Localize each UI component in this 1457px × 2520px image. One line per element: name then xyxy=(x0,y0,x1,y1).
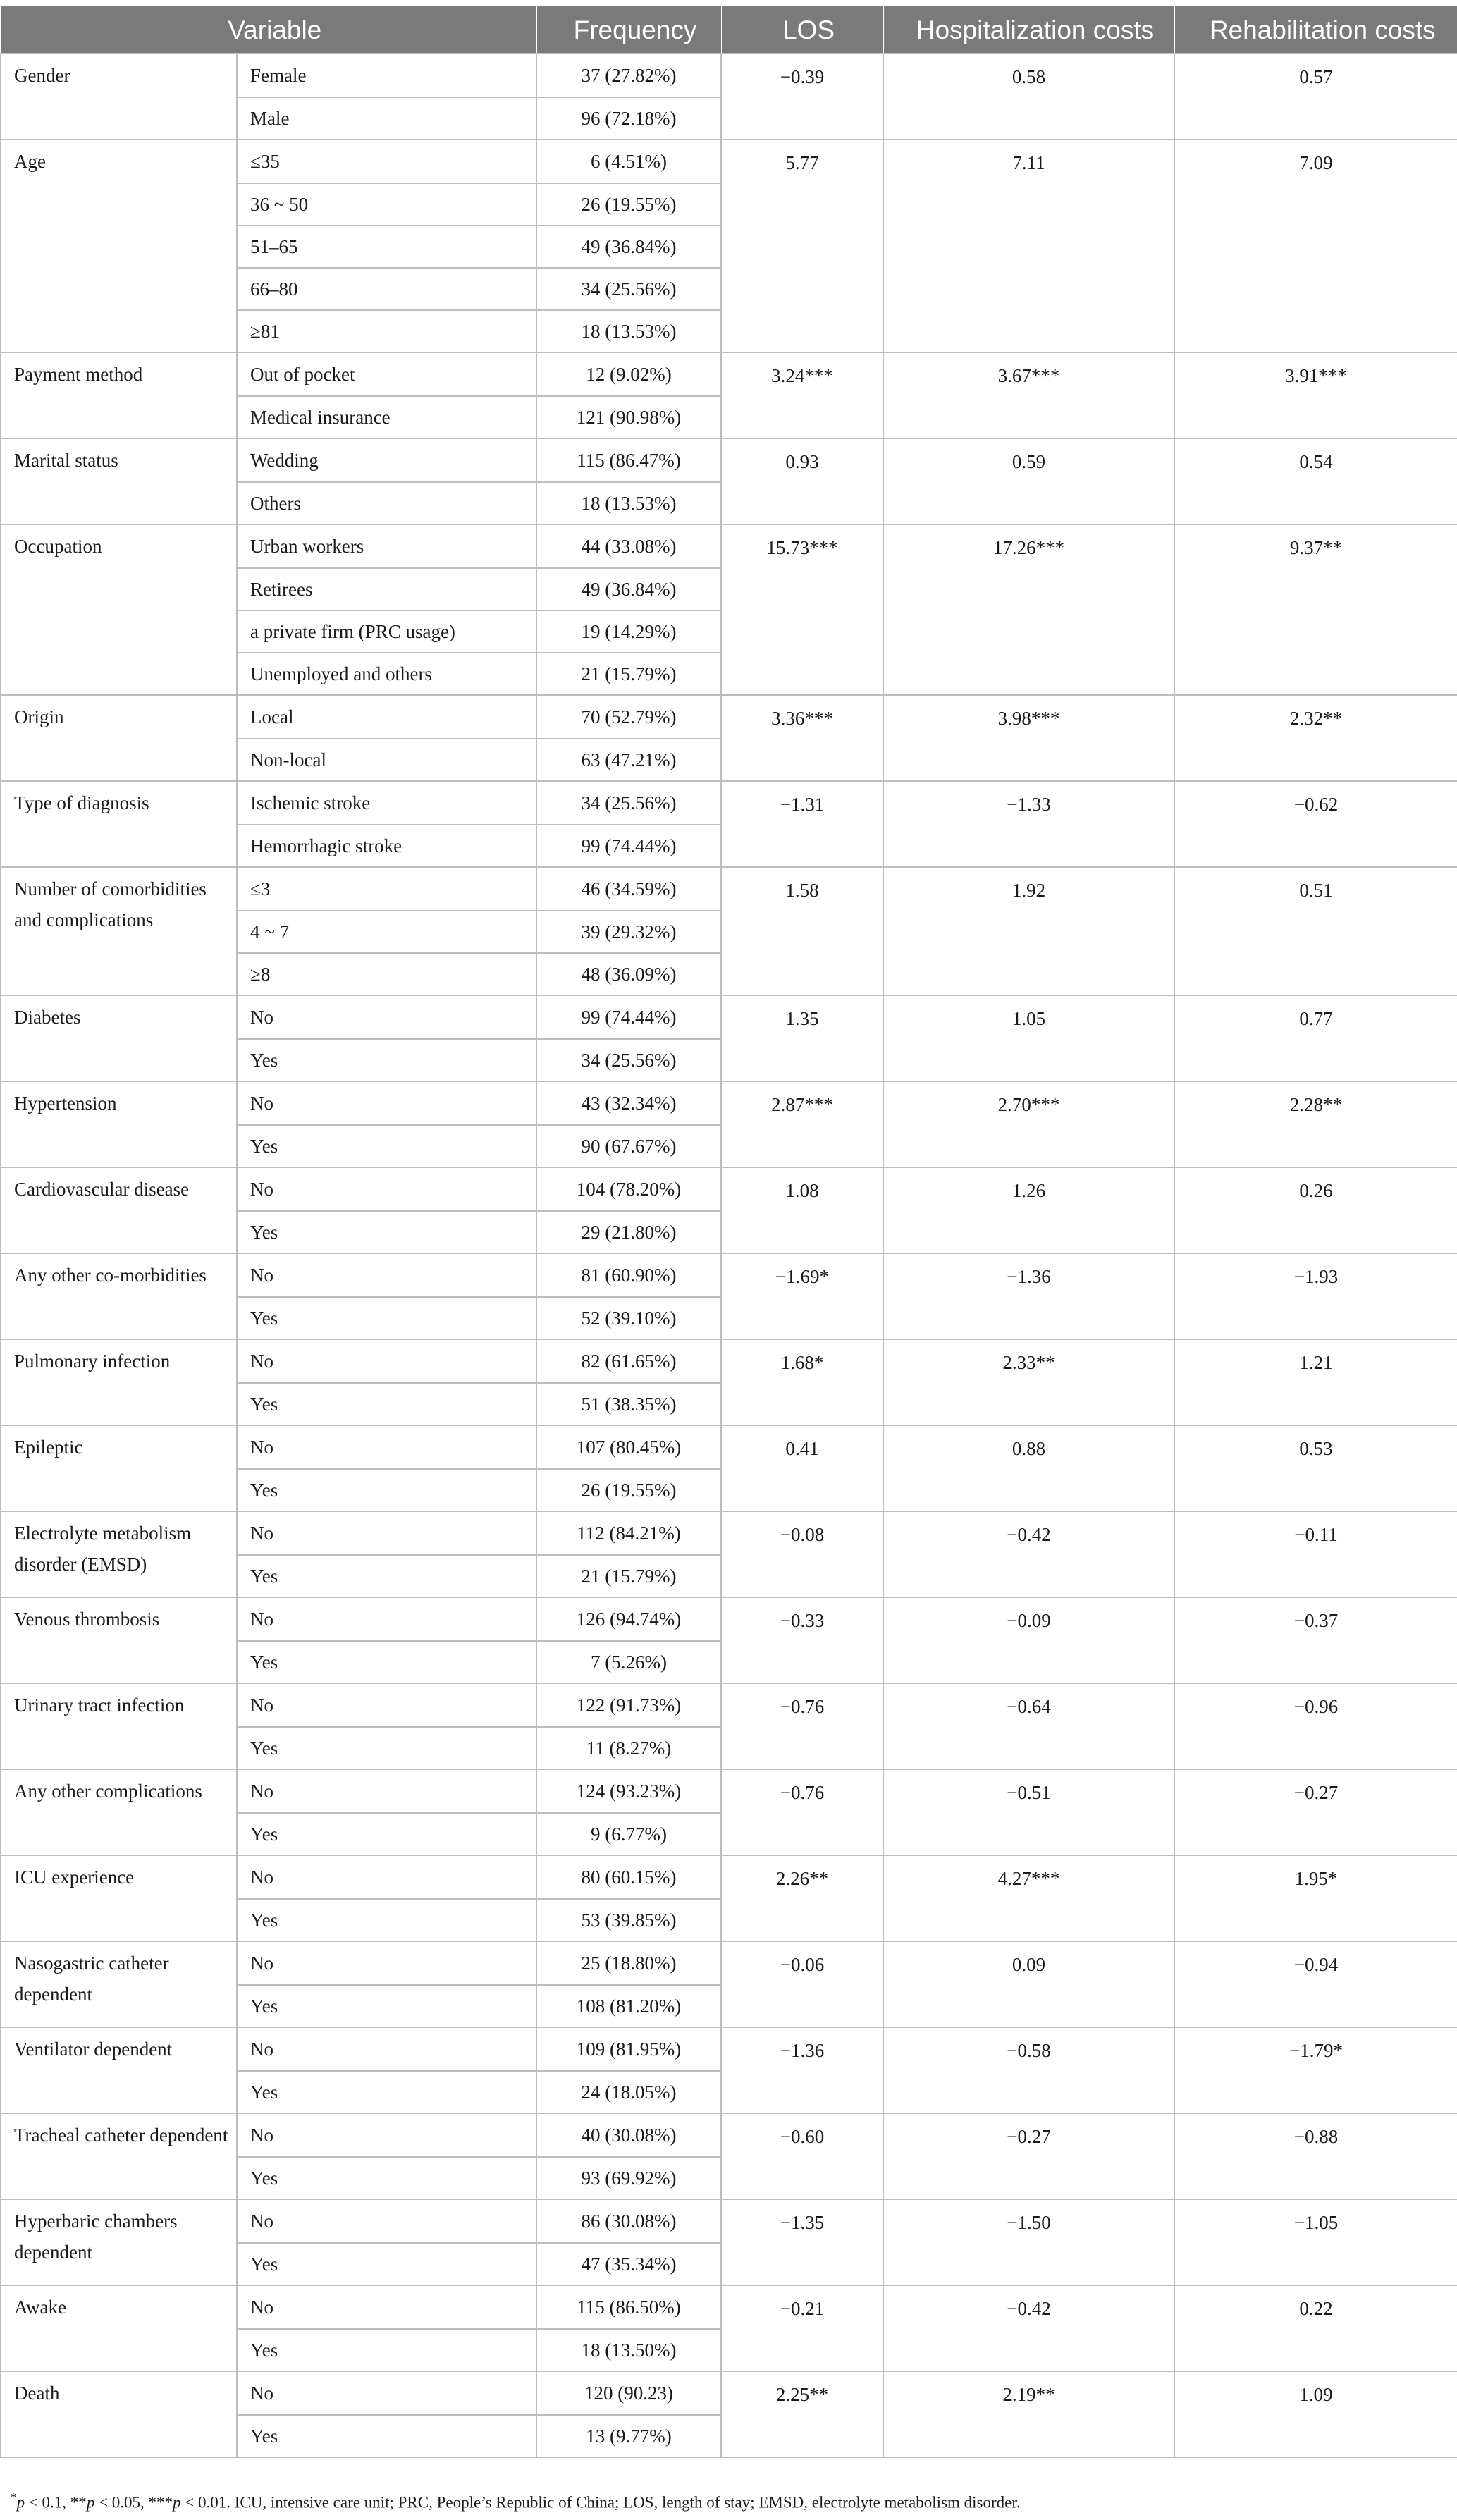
rehabilitation-costs-value: 0.51 xyxy=(1174,867,1457,995)
rehabilitation-costs-value: 2.28** xyxy=(1174,1081,1457,1167)
los-value: −1.31 xyxy=(721,781,883,867)
los-value: −0.06 xyxy=(721,1941,883,2027)
variable-level: Male xyxy=(237,97,536,140)
rehabilitation-costs-value: 2.32** xyxy=(1174,695,1457,781)
variable-level: Yes xyxy=(237,1383,536,1425)
los-value: 1.68* xyxy=(721,1339,883,1425)
variable-level: Yes xyxy=(237,1641,536,1683)
variable-level: Yes xyxy=(237,1727,536,1769)
rehabilitation-costs-value: 7.09 xyxy=(1174,140,1457,352)
frequency-value: 48 (36.09%) xyxy=(536,953,721,995)
table-body xyxy=(1,54,1457,2457)
los-value: 0.93 xyxy=(721,438,883,524)
variable-name: ICU experience xyxy=(1,1855,237,1941)
variable-level: ≤3 xyxy=(237,867,536,911)
los-value: −0.21 xyxy=(721,2285,883,2371)
hospitalization-costs-value: 3.67*** xyxy=(883,352,1174,438)
header-frequency: Frequency xyxy=(536,7,721,54)
frequency-value: 52 (39.10%) xyxy=(536,1297,721,1339)
table-row xyxy=(1,1425,1457,1469)
frequency-value: 49 (36.84%) xyxy=(536,226,721,268)
rehabilitation-costs-value: 0.26 xyxy=(1174,1167,1457,1253)
variable-level: No xyxy=(237,1597,536,1641)
hospitalization-costs-value: 1.05 xyxy=(883,995,1174,1081)
variable-name: Origin xyxy=(1,695,237,781)
variable-level: Local xyxy=(237,695,536,739)
frequency-value: 21 (15.79%) xyxy=(536,653,721,695)
variable-name: Electrolyte metabolism disorder (EMSD) xyxy=(1,1511,237,1597)
los-value: −0.39 xyxy=(721,54,883,140)
hospitalization-costs-value: −1.50 xyxy=(883,2199,1174,2285)
variable-name: Hyperbaric chambers dependent xyxy=(1,2199,237,2285)
frequency-value: 46 (34.59%) xyxy=(536,867,721,911)
los-value: −0.76 xyxy=(721,1683,883,1769)
rehabilitation-costs-value: 1.09 xyxy=(1174,2371,1457,2457)
variable-level: No xyxy=(237,2371,536,2415)
frequency-value: 49 (36.84%) xyxy=(536,568,721,610)
table-row xyxy=(1,2199,1457,2243)
frequency-value: 11 (8.27%) xyxy=(536,1727,721,1769)
variable-level: Yes xyxy=(237,2415,536,2457)
frequency-value: 112 (84.21%) xyxy=(536,1511,721,1555)
table-row xyxy=(1,352,1457,396)
variable-name: Epileptic xyxy=(1,1425,237,1511)
frequency-value: 18 (13.50%) xyxy=(536,2329,721,2371)
rehabilitation-costs-value: 0.77 xyxy=(1174,995,1457,1081)
hospitalization-costs-value: −1.36 xyxy=(883,1253,1174,1339)
variable-level: 66–80 xyxy=(237,268,536,310)
frequency-value: 18 (13.53%) xyxy=(536,310,721,352)
variable-level: Unemployed and others xyxy=(237,653,536,695)
frequency-value: 13 (9.77%) xyxy=(536,2415,721,2457)
table-row xyxy=(1,2027,1457,2071)
los-value: 5.77 xyxy=(721,140,883,352)
variable-name: Nasogastric catheter dependent xyxy=(1,1941,237,2027)
table-row xyxy=(1,1683,1457,1727)
los-value: 0.41 xyxy=(721,1425,883,1511)
frequency-value: 124 (93.23%) xyxy=(536,1769,721,1813)
variable-level: No xyxy=(237,1339,536,1383)
variable-level: No xyxy=(237,1253,536,1297)
footnote-p2: p xyxy=(86,2493,95,2512)
rehabilitation-costs-value: 0.54 xyxy=(1174,438,1457,524)
hospitalization-costs-value: 7.11 xyxy=(883,140,1174,352)
variable-level: 36 ~ 50 xyxy=(237,183,536,226)
frequency-value: 47 (35.34%) xyxy=(536,2243,721,2285)
frequency-value: 39 (29.32%) xyxy=(536,911,721,953)
hospitalization-costs-value: 0.59 xyxy=(883,438,1174,524)
frequency-value: 63 (47.21%) xyxy=(536,739,721,781)
variable-level: Wedding xyxy=(237,438,536,482)
los-value: 1.08 xyxy=(721,1167,883,1253)
variable-name: Type of diagnosis xyxy=(1,781,237,867)
table-container xyxy=(0,6,1457,2458)
table-row xyxy=(1,1769,1457,1813)
frequency-value: 34 (25.56%) xyxy=(536,1039,721,1081)
table-row xyxy=(1,1941,1457,1985)
frequency-value: 121 (90.98%) xyxy=(536,396,721,438)
header-los: LOS xyxy=(721,7,883,54)
variable-level: Medical insurance xyxy=(237,396,536,438)
frequency-value: 44 (33.08%) xyxy=(536,524,721,568)
frequency-value: 107 (80.45%) xyxy=(536,1425,721,1469)
rehabilitation-costs-value: −0.88 xyxy=(1174,2113,1457,2199)
frequency-value: 43 (32.34%) xyxy=(536,1081,721,1125)
rehabilitation-costs-value: 0.57 xyxy=(1174,54,1457,140)
rehabilitation-costs-value: −0.96 xyxy=(1174,1683,1457,1769)
rehabilitation-costs-value: −1.79* xyxy=(1174,2027,1457,2113)
frequency-value: 40 (30.08%) xyxy=(536,2113,721,2157)
frequency-value: 81 (60.90%) xyxy=(536,1253,721,1297)
table-row xyxy=(1,1855,1457,1899)
variable-level: Yes xyxy=(237,1899,536,1941)
hospitalization-costs-value: −0.42 xyxy=(883,1511,1174,1597)
frequency-value: 26 (19.55%) xyxy=(536,1469,721,1511)
variable-level: No xyxy=(237,1683,536,1727)
variable-name: Number of comorbidities and complications xyxy=(1,867,237,995)
los-value: 2.87*** xyxy=(721,1081,883,1167)
frequency-value: 99 (74.44%) xyxy=(536,825,721,867)
variable-name: Awake xyxy=(1,2285,237,2371)
header-variable: Variable xyxy=(1,7,536,54)
frequency-value: 104 (78.20%) xyxy=(536,1167,721,1211)
frequency-value: 109 (81.95%) xyxy=(536,2027,721,2071)
rehabilitation-costs-value: −0.11 xyxy=(1174,1511,1457,1597)
table-row xyxy=(1,2371,1457,2415)
table-row xyxy=(1,140,1457,183)
table-row xyxy=(1,524,1457,568)
frequency-value: 51 (38.35%) xyxy=(536,1383,721,1425)
variable-level: Yes xyxy=(237,1813,536,1855)
table-row xyxy=(1,1511,1457,1555)
los-value: −0.08 xyxy=(721,1511,883,1597)
frequency-value: 53 (39.85%) xyxy=(536,1899,721,1941)
los-value: −1.69* xyxy=(721,1253,883,1339)
variable-level: Others xyxy=(237,482,536,524)
frequency-value: 90 (67.67%) xyxy=(536,1125,721,1167)
table-row xyxy=(1,54,1457,97)
table-row xyxy=(1,2285,1457,2329)
hospitalization-costs-value: 0.88 xyxy=(883,1425,1174,1511)
rehabilitation-costs-value: 0.22 xyxy=(1174,2285,1457,2371)
hospitalization-costs-value: 0.09 xyxy=(883,1941,1174,2027)
los-value: 3.36*** xyxy=(721,695,883,781)
variable-name: Hypertension xyxy=(1,1081,237,1167)
variable-name: Gender xyxy=(1,54,237,140)
variable-name: Cardiovascular disease xyxy=(1,1167,237,1253)
variable-name: Urinary tract infection xyxy=(1,1683,237,1769)
hospitalization-costs-value: −1.33 xyxy=(883,781,1174,867)
frequency-value: 82 (61.65%) xyxy=(536,1339,721,1383)
frequency-value: 70 (52.79%) xyxy=(536,695,721,739)
hospitalization-costs-value: 2.33** xyxy=(883,1339,1174,1425)
footnote-p1: p xyxy=(16,2493,25,2512)
frequency-value: 25 (18.80%) xyxy=(536,1941,721,1985)
variable-name: Marital status xyxy=(1,438,237,524)
variable-level: No xyxy=(237,2027,536,2071)
table-row xyxy=(1,695,1457,739)
variable-name: Tracheal catheter dependent xyxy=(1,2113,237,2199)
variable-level: ≥8 xyxy=(237,953,536,995)
variable-name: Occupation xyxy=(1,524,237,695)
frequency-value: 24 (18.05%) xyxy=(536,2071,721,2113)
los-value: −0.60 xyxy=(721,2113,883,2199)
frequency-value: 126 (94.74%) xyxy=(536,1597,721,1641)
variable-level: No xyxy=(237,2113,536,2157)
variable-level: No xyxy=(237,1511,536,1555)
variable-level: ≤35 xyxy=(237,140,536,183)
frequency-value: 9 (6.77%) xyxy=(536,1813,721,1855)
variable-name: Venous thrombosis xyxy=(1,1597,237,1683)
variable-level: Yes xyxy=(237,1211,536,1253)
variable-level: No xyxy=(237,1081,536,1125)
hospitalization-costs-value: 0.58 xyxy=(883,54,1174,140)
hospitalization-costs-value: −0.42 xyxy=(883,2285,1174,2371)
hospitalization-costs-value: 3.98*** xyxy=(883,695,1174,781)
hospitalization-costs-value: 1.92 xyxy=(883,867,1174,995)
los-value: −0.76 xyxy=(721,1769,883,1855)
table-row xyxy=(1,995,1457,1039)
header-rehabilitation-costs: Rehabilitation costs xyxy=(1174,7,1457,54)
table-row xyxy=(1,781,1457,825)
frequency-value: 96 (72.18%) xyxy=(536,97,721,140)
variable-level: Yes xyxy=(237,2329,536,2371)
frequency-value: 115 (86.50%) xyxy=(536,2285,721,2329)
los-value: 1.35 xyxy=(721,995,883,1081)
frequency-value: 26 (19.55%) xyxy=(536,183,721,226)
frequency-value: 7 (5.26%) xyxy=(536,1641,721,1683)
header-row xyxy=(1,7,1457,54)
rehabilitation-costs-value: 0.53 xyxy=(1174,1425,1457,1511)
variable-level: No xyxy=(237,1425,536,1469)
los-value: −0.33 xyxy=(721,1597,883,1683)
variable-name: Death xyxy=(1,2371,237,2457)
rehabilitation-costs-value: 1.95* xyxy=(1174,1855,1457,1941)
frequency-value: 115 (86.47%) xyxy=(536,438,721,482)
variable-level: No xyxy=(237,1855,536,1899)
variable-level: Hemorrhagic stroke xyxy=(237,825,536,867)
table-row xyxy=(1,1597,1457,1641)
frequency-value: 122 (91.73%) xyxy=(536,1683,721,1727)
hospitalization-costs-value: 17.26*** xyxy=(883,524,1174,695)
variable-level: Urban workers xyxy=(237,524,536,568)
footnote-t1: < 0.1, ** xyxy=(25,2493,87,2512)
table-row xyxy=(1,1339,1457,1383)
hospitalization-costs-value: −0.58 xyxy=(883,2027,1174,2113)
los-value: 3.24*** xyxy=(721,352,883,438)
rehabilitation-costs-value: 1.21 xyxy=(1174,1339,1457,1425)
frequency-value: 93 (69.92%) xyxy=(536,2157,721,2199)
los-value: 15.73*** xyxy=(721,524,883,695)
rehabilitation-costs-value: −1.05 xyxy=(1174,2199,1457,2285)
variable-level: Yes xyxy=(237,1039,536,1081)
table-row xyxy=(1,867,1457,911)
table-row xyxy=(1,1167,1457,1211)
frequency-value: 99 (74.44%) xyxy=(536,995,721,1039)
footnote-t2: < 0.05, *** xyxy=(94,2493,173,2512)
los-value: −1.35 xyxy=(721,2199,883,2285)
variable-level: Non-local xyxy=(237,739,536,781)
variable-name: Any other complications xyxy=(1,1769,237,1855)
frequency-value: 19 (14.29%) xyxy=(536,610,721,653)
hospitalization-costs-value: 2.70*** xyxy=(883,1081,1174,1167)
variable-level: Yes xyxy=(237,2157,536,2199)
rehabilitation-costs-value: 9.37** xyxy=(1174,524,1457,695)
variable-level: 4 ~ 7 xyxy=(237,911,536,953)
hospitalization-costs-value: 4.27*** xyxy=(883,1855,1174,1941)
footnote-star: * xyxy=(10,2490,17,2505)
variable-level: No xyxy=(237,1769,536,1813)
frequency-value: 34 (25.56%) xyxy=(536,781,721,825)
frequency-value: 34 (25.56%) xyxy=(536,268,721,310)
frequency-value: 12 (9.02%) xyxy=(536,352,721,396)
variable-level: No xyxy=(237,2199,536,2243)
los-value: −1.36 xyxy=(721,2027,883,2113)
frequency-value: 108 (81.20%) xyxy=(536,1985,721,2027)
variable-level: Yes xyxy=(237,1985,536,2027)
results-table xyxy=(0,6,1457,2458)
variable-name: Any other co-morbidities xyxy=(1,1253,237,1339)
variable-name: Pulmonary infection xyxy=(1,1339,237,1425)
variable-level: No xyxy=(237,2285,536,2329)
rehabilitation-costs-value: −0.62 xyxy=(1174,781,1457,867)
variable-level: a private firm (PRC usage) xyxy=(237,610,536,653)
table-row xyxy=(1,2113,1457,2157)
hospitalization-costs-value: 2.19** xyxy=(883,2371,1174,2457)
hospitalization-costs-value: −0.64 xyxy=(883,1683,1174,1769)
hospitalization-costs-value: −0.09 xyxy=(883,1597,1174,1683)
variable-level: Out of pocket xyxy=(237,352,536,396)
variable-level: Yes xyxy=(237,2243,536,2285)
variable-level: Ischemic stroke xyxy=(237,781,536,825)
frequency-value: 120 (90.23) xyxy=(536,2371,721,2415)
variable-level: No xyxy=(237,1167,536,1211)
los-value: 1.58 xyxy=(721,867,883,995)
variable-level: No xyxy=(237,995,536,1039)
variable-level: Yes xyxy=(237,2071,536,2113)
rehabilitation-costs-value: 3.91*** xyxy=(1174,352,1457,438)
footnote-p3: p xyxy=(173,2493,181,2512)
frequency-value: 37 (27.82%) xyxy=(536,54,721,97)
frequency-value: 6 (4.51%) xyxy=(536,140,721,183)
variable-level: No xyxy=(237,1941,536,1985)
variable-level: ≥81 xyxy=(237,310,536,352)
table-row xyxy=(1,1081,1457,1125)
variable-name: Payment method xyxy=(1,352,237,438)
rehabilitation-costs-value: −1.93 xyxy=(1174,1253,1457,1339)
frequency-value: 29 (21.80%) xyxy=(536,1211,721,1253)
frequency-value: 18 (13.53%) xyxy=(536,482,721,524)
variable-level: Yes xyxy=(237,1297,536,1339)
rehabilitation-costs-value: −0.27 xyxy=(1174,1769,1457,1855)
frequency-value: 21 (15.79%) xyxy=(536,1555,721,1597)
table-row xyxy=(1,1253,1457,1297)
hospitalization-costs-value: −0.51 xyxy=(883,1769,1174,1855)
variable-level: 51–65 xyxy=(237,226,536,268)
los-value: 2.25** xyxy=(721,2371,883,2457)
table-row xyxy=(1,438,1457,482)
variable-name: Ventilator dependent xyxy=(1,2027,237,2113)
variable-level: Female xyxy=(237,54,536,97)
rehabilitation-costs-value: −0.94 xyxy=(1174,1941,1457,2027)
variable-level: Yes xyxy=(237,1555,536,1597)
frequency-value: 80 (60.15%) xyxy=(536,1855,721,1899)
footnote-t3: < 0.01. ICU, intensive care unit; PRC, People’s Republic of China; LOS, length of stay; EMSD, electrolyte metabolism disorder. xyxy=(180,2493,1021,2512)
los-value: 2.26** xyxy=(721,1855,883,1941)
variable-level: Yes xyxy=(237,1469,536,1511)
frequency-value: 86 (30.08%) xyxy=(536,2199,721,2243)
variable-name: Age xyxy=(1,140,237,352)
header-hospitalization-costs: Hospitalization costs xyxy=(883,7,1174,54)
rehabilitation-costs-value: −0.37 xyxy=(1174,1597,1457,1683)
table-footnote xyxy=(10,2490,1020,2512)
variable-level: Retirees xyxy=(237,568,536,610)
hospitalization-costs-value: 1.26 xyxy=(883,1167,1174,1253)
variable-name: Diabetes xyxy=(1,995,237,1081)
variable-level: Yes xyxy=(237,1125,536,1167)
hospitalization-costs-value: −0.27 xyxy=(883,2113,1174,2199)
